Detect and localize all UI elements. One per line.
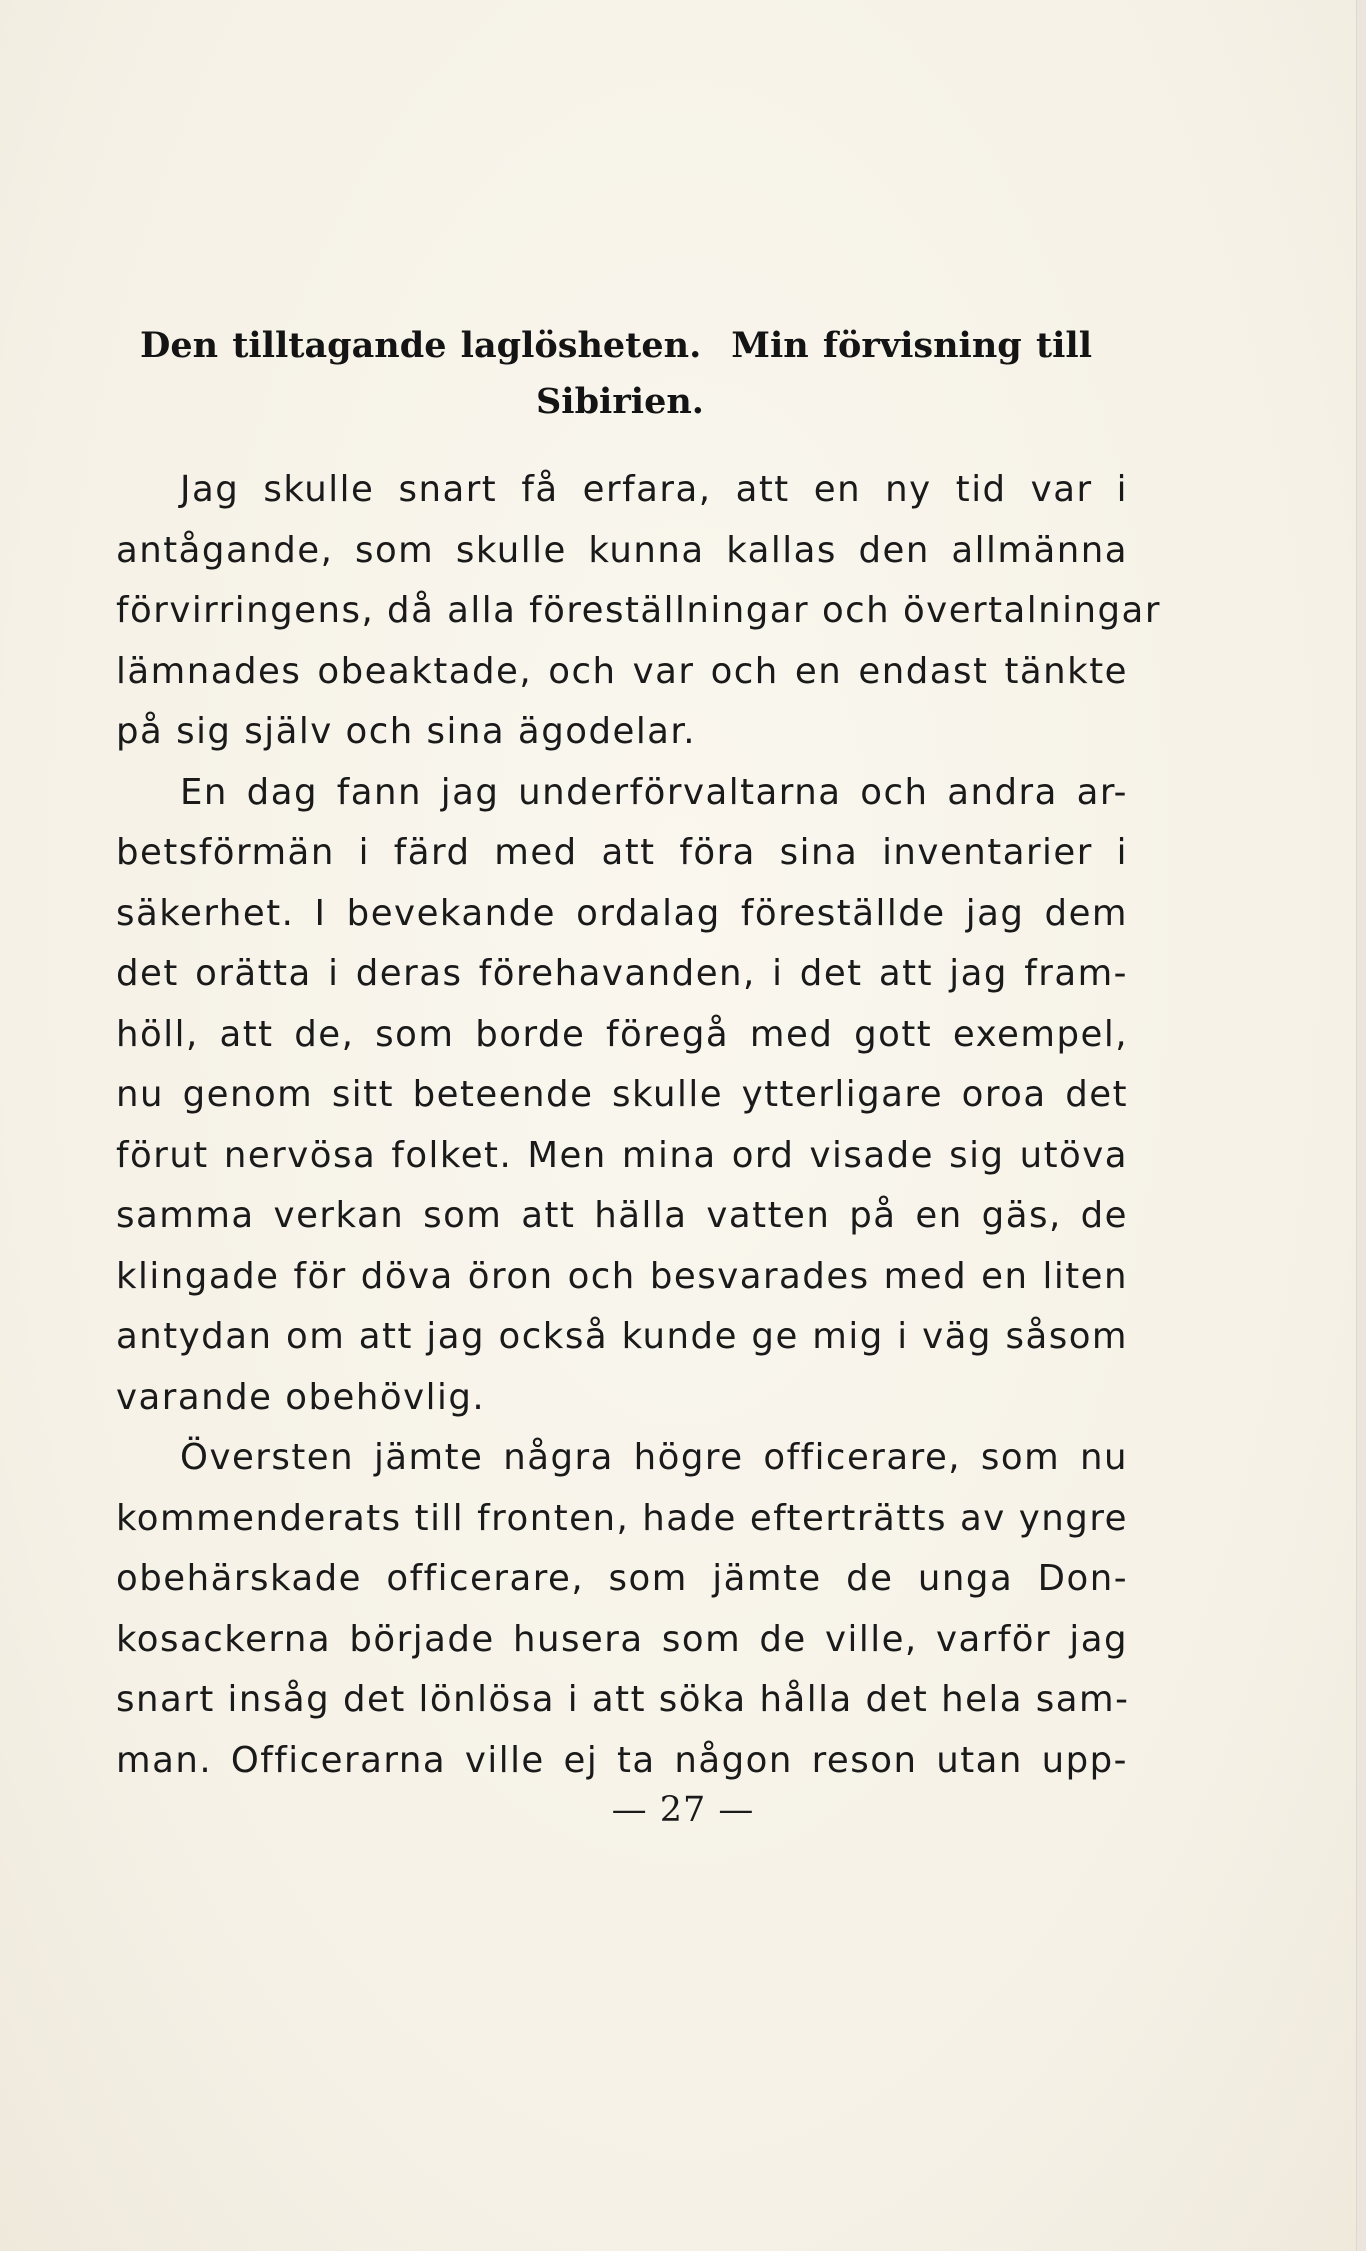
text-line: klingade för döva öron och besvarades med en liten xyxy=(116,1255,1128,1297)
text-line: varande obehövlig. xyxy=(116,1376,486,1418)
body-text xyxy=(116,460,1161,1791)
text-line: Översten jämte några högre officerare, som nu xyxy=(180,1437,1128,1478)
text-line: obehärskade officerare, som jämte de unga Don- xyxy=(116,1558,1128,1599)
text-line: förvirringens, då alla föreställningar och övertalningar xyxy=(116,590,1161,631)
text-line: samma verkan som att hälla vatten på en gäs, de xyxy=(116,1195,1128,1236)
text-line: kosackerna började husera som de ville, varför jag xyxy=(116,1618,1128,1660)
heading-part-2: Min förvisning till xyxy=(731,325,1093,366)
text-line: En dag fann jag underförvaltarna och andra ar- xyxy=(180,771,1128,813)
text-line: förut nervösa folket. Men mina ord visade sig utöva xyxy=(116,1134,1128,1176)
text-line: på sig själv och sina ägodelar. xyxy=(116,711,697,752)
text-line: det orätta i deras förehavanden, i det att jag fram- xyxy=(116,953,1128,994)
text-line: betsförmän i färd med att föra sina inventarier i xyxy=(116,832,1128,873)
heading-part-1: Den tilltagande laglösheten. xyxy=(140,325,702,366)
text-line: höll, att de, som borde föregå med gott exempel, xyxy=(116,1013,1128,1055)
page-edge xyxy=(1356,0,1366,2251)
text-line: säkerhet. I bevekande ordalag föreställde jag dem xyxy=(116,892,1128,934)
chapter-heading xyxy=(140,318,1100,430)
text-line: man. Officerarna ville ej ta någon reson utan upp- xyxy=(116,1739,1128,1781)
text-line: snart insåg det lönlösa i att söka hålla det hela sam- xyxy=(116,1679,1130,1720)
heading-line-2: Sibirien. xyxy=(536,381,704,422)
heading-line-1 xyxy=(140,318,1100,374)
text-line: kommenderats till fronten, hade efterträtts av yngre xyxy=(116,1497,1128,1539)
text-line: Jag skulle snart få erfara, att en ny tid var i xyxy=(180,469,1128,510)
text-line: nu genom sitt beteende skulle ytterligare oroa det xyxy=(116,1074,1128,1115)
text-line: antydan om att jag också kunde ge mig i väg såsom xyxy=(116,1316,1128,1357)
text-line: antågande, som skulle kunna kallas den allmänna xyxy=(116,529,1128,571)
text-line: lämnades obeaktade, och var och en endast tänkte xyxy=(116,650,1128,692)
page-number: — 27 — xyxy=(611,1790,755,1830)
